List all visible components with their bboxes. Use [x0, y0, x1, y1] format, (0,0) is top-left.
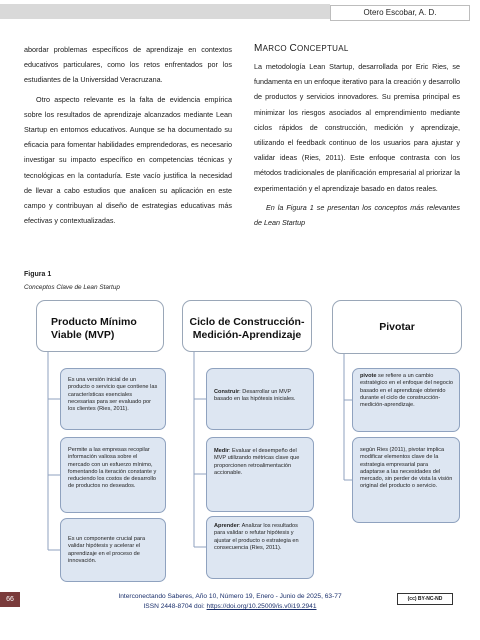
figure-caption: Conceptos Clave de Lean Startup	[24, 284, 120, 291]
card-cycle-learn	[206, 516, 314, 579]
header-band	[0, 4, 330, 19]
card-pivot-1-term: pivote	[360, 373, 377, 379]
card-mvp-1: Es una versión inicial de un producto o servicio que contiene las características esenciales necesarias para ser evaluado por los clientes (Ries, 2011).	[60, 368, 166, 430]
card-cycle-measure-text: : Evaluar el desempeño del MVP utilizando métricas clave que proporcionen retroalimentación accionable.	[214, 448, 300, 476]
figure-label: Figura 1	[24, 271, 52, 278]
card-pivot-1-text: se refiere a un cambio estratégico en el enfoque del negocio basado en el aprendizaje obtenido durante el ciclo de construcción-medición-aprendizaje.	[360, 373, 453, 409]
connector-pivot	[344, 352, 352, 480]
mvp-title-line-2: Viable (MVP)	[51, 329, 115, 341]
connector-cycle	[194, 352, 206, 547]
card-pivot-2: según Ries (2011), pivotar implica modificar elementos clave de la estrategia empresarial para adaptarse a las necesidades del mercado, sin perder de vista la visión original del producto o servicio.	[352, 437, 460, 523]
right-paragraph-1: La metodología Lean Startup, desarrollada por Eric Ries, se fundamenta en un enfoque iterativo para la creación y desarrollo de productos y servicios innovadores. Su premisa principal es minimizar los riesgos asociados al emprendimiento mediante ciclos rápidos de construcción, medición y aprendizaje, utilizando el feedback continuo de los usuarios para ajustar y validar ideas (Ries, 2011). Este enfoque contrasta con los métodos tradicionales de planificación empresarial al priorizar la experimentación y el aprendizaje basado en datos reales.	[254, 62, 460, 193]
cycle-title-line-1: Ciclo de Construcción-	[189, 316, 305, 328]
card-cycle-measure	[206, 437, 314, 512]
header-box-mvp	[36, 300, 164, 352]
header-box-pivot	[332, 300, 462, 354]
footer-issn: ISSN 2448-8704 doi:	[143, 603, 207, 610]
left-column	[24, 42, 232, 228]
section-title-rest-2: ONCEPTUAL	[297, 44, 349, 53]
header-author: Otero Escobar, A. D.	[330, 5, 470, 21]
connector-mvp	[48, 352, 60, 550]
cycle-title-line-2: Medición-Aprendizaje	[192, 329, 302, 341]
section-title	[254, 42, 460, 56]
footer-issn-line	[0, 603, 460, 610]
right-column	[254, 42, 460, 230]
left-paragraph-2: Otro aspecto relevante es la falta de evidencia empírica sobre los resultados de aprendizaje alcanzados mediante Lean Startup en entornos educativos. Aunque se ha documentado su eficacia para fomentar habilidades emprendedoras, es necesario investigar su impacto específico en competencias técnicas y tecnológicas en la contaduría. Este vacío justifica la necesidad de llevar a cabo estudios que analicen su aplicación en este campo y contribuyan al diseño de estrategias educativas más efectivas y contextualizadas.	[24, 94, 232, 226]
section-title-initial-2: C	[289, 43, 298, 54]
card-cycle-build	[206, 368, 314, 430]
page-number: 66	[0, 592, 20, 607]
card-cycle-learn-term: Aprender	[214, 523, 239, 529]
right-paragraph-2: En la Figura 1 se presentan los conceptos más relevantes de Lean Startup	[254, 202, 460, 228]
card-cycle-learn-text: : Analizar los resultados para validar o refutar hipótesis y ajustar el producto o estrategia en consecuencia (Ries, 2011).	[214, 523, 299, 551]
pivot-title: Pivotar	[379, 321, 415, 333]
card-cycle-measure-term: Medir	[214, 448, 229, 454]
card-mvp-3: Es un componente crucial para validar hipótesis y acelerar el aprendizaje en el proceso de innovación.	[60, 518, 166, 582]
license-badge[interactable]: (cc) BY-NC-ND	[397, 593, 453, 605]
mvp-title-line-1: Producto Mínimo	[51, 316, 137, 328]
section-title-initial-1: M	[254, 43, 263, 54]
card-cycle-build-term: Construir	[214, 389, 240, 395]
header-box-cycle	[182, 300, 312, 352]
card-cycle-build-text: : Desarrollar un MVP basado en las hipótesis iniciales.	[214, 389, 296, 403]
footer-doi-link[interactable]: https://doi.org/10.25009/is.v0i19.2941	[206, 603, 317, 610]
card-pivot-1	[352, 368, 460, 432]
footer-journal-line: Interconectando Saberes, Año 10, Número 19, Enero - Junio de 2025, 63-77	[118, 593, 342, 600]
left-paragraph-1: abordar problemas específicos de aprendizaje en contextos educativos particulares, como los retos enfrentados por los estudiantes de la Universidad Veracruzana.	[24, 45, 232, 85]
section-title-rest-1: ARCO	[262, 44, 290, 53]
card-mvp-2: Permite a las empresas recopilar información valiosa sobre el mercado con un esfuerzo mínimo, fomentando la iteración constante y reduciendo los costos de desarrollo de productos no deseados.	[60, 437, 166, 513]
running-header	[0, 0, 480, 22]
